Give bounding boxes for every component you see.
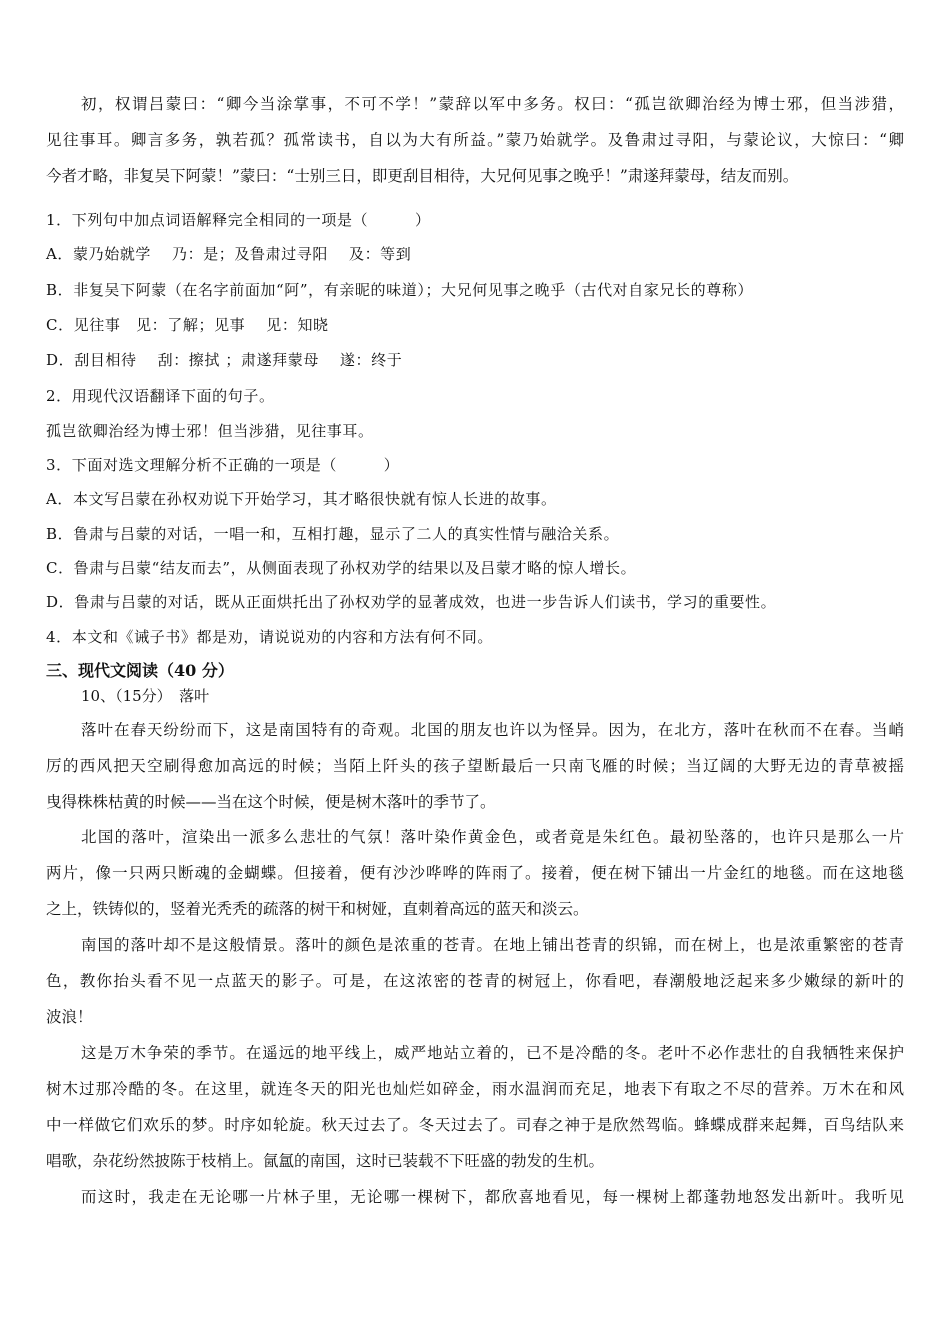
section-heading: 三、现代文阅读（40 分）: [46, 661, 234, 680]
question-2: 2．用现代汉语翻译下面的句子。: [46, 387, 275, 405]
essay-line: 南国的落叶却不是这般情景。落叶的颜色是浓重的苍青。在地上铺出苍青的织锦，而在树上，也是浓重繁密的苍青: [81, 936, 904, 954]
essay-line: 波浪！: [46, 1008, 93, 1026]
essay-line: 树木过那冷酷的冬。在这里，就连冬天的阳光也灿烂如碎金，雨水温润而充足，地表下有取之不尽的营养。万木在和风: [46, 1080, 904, 1098]
question-2-sentence: 孤岂欲卿治经为博士邪！但当涉猎，见往事耳。: [46, 422, 374, 440]
essay-line: 落叶在春天纷纷而下，这是南国特有的奇观。北国的朋友也许以为怪异。因为，在北方，落叶在秋而不在春。当峭: [81, 721, 904, 739]
question-1-option-d: D．刮目相待 刮：擦拭 ；肃遂拜蒙母 遂：终于: [46, 351, 403, 369]
question-3-option-d: D．鲁肃与吕蒙的对话，既从正面烘托出了孙权劝学的显著成效，也进一步告诉人们读书，学习的重要性。: [46, 593, 777, 611]
essay-line: 色，教你抬头看不见一点蓝天的影子。可是，在这浓密的苍青的树冠上，你看吧，春潮般地泛起来多少嫩绿的新叶的: [46, 972, 904, 990]
question-1-option-c: C．见往事 见：了解；见事 见：知晓: [46, 316, 329, 334]
essay-line: 曳得株株枯黄的时候——当在这个时候，便是树木落叶的季节了。: [46, 793, 496, 811]
question-1-option-b: B．非复吴下阿蒙（在名字前面加“阿”，有亲昵的味道）；大兄何见事之晚乎（古代对自家兄长的尊称）: [46, 281, 754, 299]
essay-line: 厉的西风把天空刷得愈加高远的时候；当陌上阡头的孩子望断最后一只南飞雁的时候；当辽阔的大野无边的青草被摇: [46, 757, 904, 775]
essay-line: 两片，像一只两只断魂的金蝴蝶。但接着，便有沙沙哗哗的阵雨了。接着，便在树下铺出一片金红的地毯。而在这地毯: [46, 864, 904, 882]
passage-line: 初，权谓吕蒙曰：“卿今当涂掌事，不可不学！”蒙辞以军中多务。权曰：“孤岂欲卿治经为博士邪，但当涉猎，: [81, 95, 904, 113]
essay-line: 唱歌，杂花纷然披陈于枝梢上。氤氲的南国，这时已装载不下旺盛的勃发的生机。: [46, 1152, 605, 1170]
question-1: 1．下列句中加点词语解释完全相同的一项是（ ）: [46, 211, 431, 229]
question-3-option-b: B．鲁肃与吕蒙的对话，一唱一和，互相打趣，显示了二人的真实性情与融洽关系。: [46, 525, 620, 543]
question-3: 3．下面对选文理解分析不正确的一项是（ ）: [46, 456, 400, 474]
question-3-option-a: A．本文写吕蒙在孙权劝说下开始学习，其才略很快就有惊人长进的故事。: [46, 490, 557, 508]
passage-line: 见往事耳。卿言多务，孰若孤？孤常读书，自以为大有所益。”蒙乃始就学。及鲁肃过寻阳，与蒙论议，大惊曰：“卿: [46, 131, 904, 149]
passage-line: 今者才略，非复吴下阿蒙！”蒙曰：“士别三日，即更刮目相待，大兄何见事之晚乎！”肃遂拜蒙母，结友而别。: [46, 167, 799, 185]
essay-line: 之上，铁铸似的，竖着光秃秃的疏落的树干和树娅，直刺着高远的蓝天和淡云。: [46, 900, 589, 918]
question-3-option-c: C．鲁肃与吕蒙“结友而去”，从侧面表现了孙权劝学的结果以及吕蒙才略的惊人增长。: [46, 559, 637, 577]
question-4: 4．本文和《诫子书》都是劝，请说说劝的内容和方法有何不同。: [46, 628, 493, 646]
question-10-title: 10、（15分） 落叶: [81, 687, 210, 705]
question-1-option-a: A．蒙乃始就学 乃：是；及鲁肃过寻阳 及：等到: [46, 245, 412, 263]
essay-line: 而这时，我走在无论哪一片林子里，无论哪一棵树下，都欣喜地看见，每一棵树上都蓬勃地怒发出新叶。我听见: [81, 1188, 904, 1206]
essay-line: 北国的落叶，渲染出一派多么悲壮的气氛！落叶染作黄金色，或者竟是朱红色。最初坠落的，也许只是那么一片: [81, 828, 904, 846]
essay-line: 这是万木争荣的季节。在遥远的地平线上，威严地站立着的，已不是冷酷的冬。老叶不必作悲壮的自我牺牲来保护: [81, 1044, 904, 1062]
essay-line: 中一样做它们欢乐的梦。时序如轮旋。秋天过去了。冬天过去了。司春之神于是欣然驾临。蜂蝶成群来起舞，百鸟结队来: [46, 1116, 904, 1134]
